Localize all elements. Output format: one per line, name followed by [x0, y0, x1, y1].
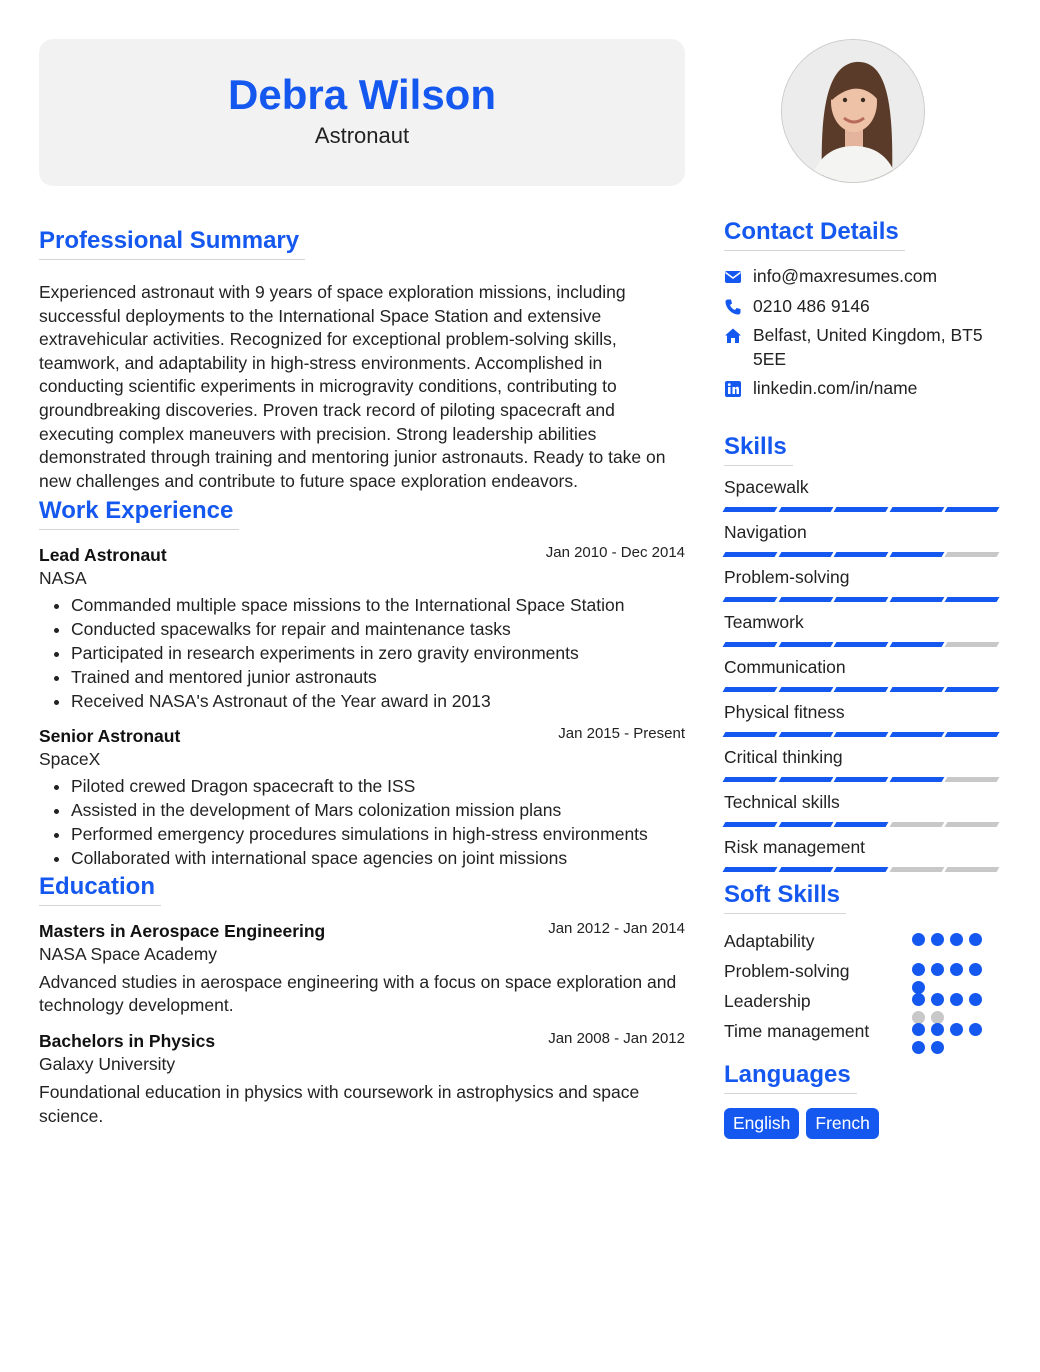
skill-level-bar	[724, 822, 1000, 827]
rating-dot	[969, 993, 982, 1006]
skill-level-bar	[724, 732, 1000, 737]
skill-level-segment	[834, 552, 888, 557]
bullet-item: • Participated in research experiments in zero gravity environments	[71, 642, 685, 666]
skill-level-segment	[945, 552, 999, 557]
skill-level-segment	[723, 867, 777, 872]
languages-heading: Languages	[724, 1061, 857, 1094]
skill-level-segment	[945, 507, 999, 512]
phone-text: 0210 486 9146	[753, 295, 870, 316]
skill-level-segment	[723, 642, 777, 647]
job-title: Senior Astronaut	[39, 726, 181, 747]
rating-dot	[969, 1023, 982, 1036]
soft-skills-heading: Soft Skills	[724, 881, 846, 914]
skill-level-segment	[834, 687, 888, 692]
bullet-item: • Commanded multiple space missions to the International Space Station	[71, 594, 685, 618]
skill-level-segment	[778, 687, 832, 692]
candidate-title: Astronaut	[314, 123, 410, 148]
contact-heading: Contact Details	[724, 218, 905, 251]
skill-level-segment	[889, 687, 943, 692]
summary-text: Experienced astronaut with 9 years of space exploration missions, including successful deployments to the International Space Station and extensive extravehicular activities. Recognized for exceptional problem-solving skills, teamwork, and adaptability in high-stress environments. Accomplished in conducting scientific experiments in microgravity conditions, contributing to groundbreaking discoveries. Proven track record of piloting spacecraft and executing complex maneuvers with precision. Strong leadership abilities demonstrated through training and mentoring junior astronauts. Ready to take on new challenges and contribute to future space exploration endeavors.	[39, 282, 666, 491]
skill-level-segment	[834, 822, 888, 827]
education-section	[39, 873, 685, 1129]
skill-level-segment	[945, 642, 999, 647]
summary-section	[39, 227, 685, 493]
job-entry	[39, 544, 685, 713]
rating-dot	[931, 993, 944, 1006]
rating-dot	[950, 933, 963, 946]
skill-name: Physical fitness	[724, 701, 845, 722]
soft-skill-item	[724, 1019, 1000, 1049]
rating-dot	[969, 963, 982, 976]
skill-level-segment	[778, 822, 832, 827]
skill-level-segment	[889, 867, 943, 872]
skill-item	[724, 476, 1000, 512]
soft-skills-list	[724, 929, 1000, 1049]
skill-level-segment	[778, 642, 832, 647]
rating-dot	[912, 993, 925, 1006]
job-bullets	[39, 594, 685, 713]
skill-item	[724, 521, 1000, 557]
skill-level-segment	[889, 732, 943, 737]
education-date: Jan 2008 - Jan 2012	[548, 1030, 685, 1048]
bullet-item: • Piloted crewed Dragon spacecraft to the ISS	[71, 775, 685, 799]
rating-dot	[912, 1041, 925, 1054]
skill-name: Navigation	[724, 521, 807, 542]
rating-dot	[931, 1023, 944, 1036]
soft-skill-item	[724, 959, 1000, 989]
skill-level-segment	[834, 597, 888, 602]
skill-level-segment	[778, 507, 832, 512]
skill-level-segment	[723, 507, 777, 512]
skill-name: Teamwork	[724, 611, 804, 632]
skills-heading: Skills	[724, 433, 793, 466]
rating-dot	[931, 963, 944, 976]
skill-level-segment	[834, 867, 888, 872]
contact-email[interactable]	[724, 265, 1000, 289]
skills-list	[724, 476, 1000, 872]
rating-dot	[931, 933, 944, 946]
skill-name: Spacewalk	[724, 476, 809, 497]
education-description: Advanced studies in aerospace engineering with a focus on space exploration and technology development.	[39, 971, 677, 1016]
skill-level-segment	[723, 777, 777, 782]
skill-level-bar	[724, 777, 1000, 782]
rating-dot	[931, 1041, 944, 1054]
home-icon	[724, 327, 742, 345]
skill-level-segment	[945, 597, 999, 602]
bullet-item: • Performed emergency procedures simulations in high-stress environments	[71, 823, 685, 847]
linkedin-text: linkedin.com/in/name	[753, 378, 918, 399]
skill-level-segment	[889, 597, 943, 602]
soft-skill-rating	[912, 1023, 992, 1054]
profile-photo	[781, 39, 925, 183]
degree-title: Masters in Aerospace Engineering	[39, 920, 326, 941]
skill-level-segment	[723, 687, 777, 692]
soft-skill-item	[724, 989, 1000, 1019]
soft-skills-section	[724, 881, 1000, 1049]
skill-level-bar	[724, 687, 1000, 692]
language-tags	[724, 1108, 1000, 1139]
bullet-item: • Conducted spacewalks for repair and maintenance tasks	[71, 618, 685, 642]
summary-heading: Professional Summary	[39, 227, 305, 260]
skill-level-segment	[723, 597, 777, 602]
skill-level-segment	[945, 732, 999, 737]
education-description: Foundational education in physics with coursework in astrophysics and space science.	[39, 1082, 640, 1126]
skill-level-segment	[778, 732, 832, 737]
language-tag: French	[806, 1108, 878, 1139]
skill-level-segment	[834, 732, 888, 737]
skill-level-segment	[945, 822, 999, 827]
candidate-name: Debra Wilson	[228, 71, 496, 118]
skill-item	[724, 611, 1000, 647]
school-name: NASA Space Academy	[39, 943, 218, 964]
skill-level-bar	[724, 597, 1000, 602]
soft-skill-item	[724, 929, 1000, 959]
skill-level-bar	[724, 507, 1000, 512]
soft-skill-rating	[912, 933, 992, 946]
email-text: info@maxresumes.com	[753, 266, 938, 286]
bullet-item: • Collaborated with international space agencies on joint missions	[71, 847, 685, 871]
skill-name: Technical skills	[724, 791, 840, 812]
name-header	[39, 39, 685, 186]
skill-level-segment	[889, 777, 943, 782]
education-heading: Education	[39, 873, 161, 906]
profile-photo-illustration	[782, 40, 925, 183]
contact-section	[724, 218, 1000, 401]
skill-level-segment	[723, 732, 777, 737]
skill-level-segment	[834, 777, 888, 782]
language-tag: English	[724, 1108, 799, 1139]
rating-dot	[912, 1023, 925, 1036]
soft-skill-name: Problem-solving	[724, 960, 850, 981]
skill-item	[724, 566, 1000, 602]
rating-dot	[950, 993, 963, 1006]
skill-level-segment	[723, 552, 777, 557]
job-bullets	[39, 775, 685, 870]
education-entry	[39, 920, 685, 1019]
skill-level-segment	[778, 597, 832, 602]
skill-level-segment	[889, 552, 943, 557]
job-date: Jan 2015 - Present	[558, 725, 685, 743]
skill-level-segment	[889, 507, 943, 512]
skill-level-segment	[945, 687, 999, 692]
rating-dot	[950, 1023, 963, 1036]
phone-icon	[724, 298, 742, 316]
rating-dot	[912, 963, 925, 976]
skill-name: Communication	[724, 656, 846, 677]
envelope-icon	[724, 268, 742, 286]
rating-dot	[912, 933, 925, 946]
contact-phone[interactable]	[724, 295, 1000, 319]
skill-level-segment	[834, 507, 888, 512]
skill-item	[724, 791, 1000, 827]
education-date: Jan 2012 - Jan 2014	[548, 919, 685, 937]
skill-level-bar	[724, 552, 1000, 557]
skill-item	[724, 836, 1000, 872]
skill-level-segment	[945, 777, 999, 782]
skills-section	[724, 433, 1000, 872]
skill-level-segment	[778, 777, 832, 782]
soft-skill-name: Adaptability	[724, 930, 815, 951]
degree-title: Bachelors in Physics	[39, 1031, 216, 1052]
job-company: SpaceX	[39, 749, 101, 770]
bullet-item: • Received NASA's Astronaut of the Year award in 2013	[71, 690, 685, 714]
job-date: Jan 2010 - Dec 2014	[545, 544, 685, 562]
skill-name: Problem-solving	[724, 566, 850, 587]
skill-item	[724, 701, 1000, 737]
job-title: Lead Astronaut	[39, 545, 167, 566]
main-column	[39, 39, 685, 1129]
rating-dot	[950, 963, 963, 976]
address-text: Belfast, United Kingdom, BT5 5EE	[753, 325, 983, 369]
skill-level-bar	[724, 867, 1000, 872]
languages-section	[724, 1061, 1000, 1139]
school-name: Galaxy University	[39, 1054, 176, 1075]
skill-name: Critical thinking	[724, 746, 843, 767]
skill-level-segment	[834, 642, 888, 647]
skill-level-segment	[889, 822, 943, 827]
contact-linkedin[interactable]	[724, 377, 1000, 401]
experience-heading: Work Experience	[39, 497, 239, 530]
skill-level-segment	[778, 867, 832, 872]
skill-item	[724, 746, 1000, 782]
job-entry	[39, 725, 685, 870]
skill-level-segment	[723, 822, 777, 827]
job-company: NASA	[39, 568, 87, 589]
sidebar-column	[724, 39, 1000, 1139]
soft-skill-name: Leadership	[724, 990, 811, 1011]
skill-name: Risk management	[724, 836, 866, 857]
skill-item	[724, 656, 1000, 692]
skill-level-bar	[724, 642, 1000, 647]
bullet-item: • Assisted in the development of Mars colonization mission plans	[71, 799, 685, 823]
skill-level-segment	[889, 642, 943, 647]
soft-skill-name: Time management	[724, 1020, 870, 1041]
skill-level-segment	[945, 867, 999, 872]
skill-level-segment	[778, 552, 832, 557]
education-entry	[39, 1030, 685, 1129]
contact-address	[724, 324, 1000, 371]
bullet-item: • Trained and mentored junior astronauts	[71, 666, 685, 690]
experience-section	[39, 497, 685, 870]
rating-dot	[969, 933, 982, 946]
linkedin-icon	[724, 380, 742, 398]
